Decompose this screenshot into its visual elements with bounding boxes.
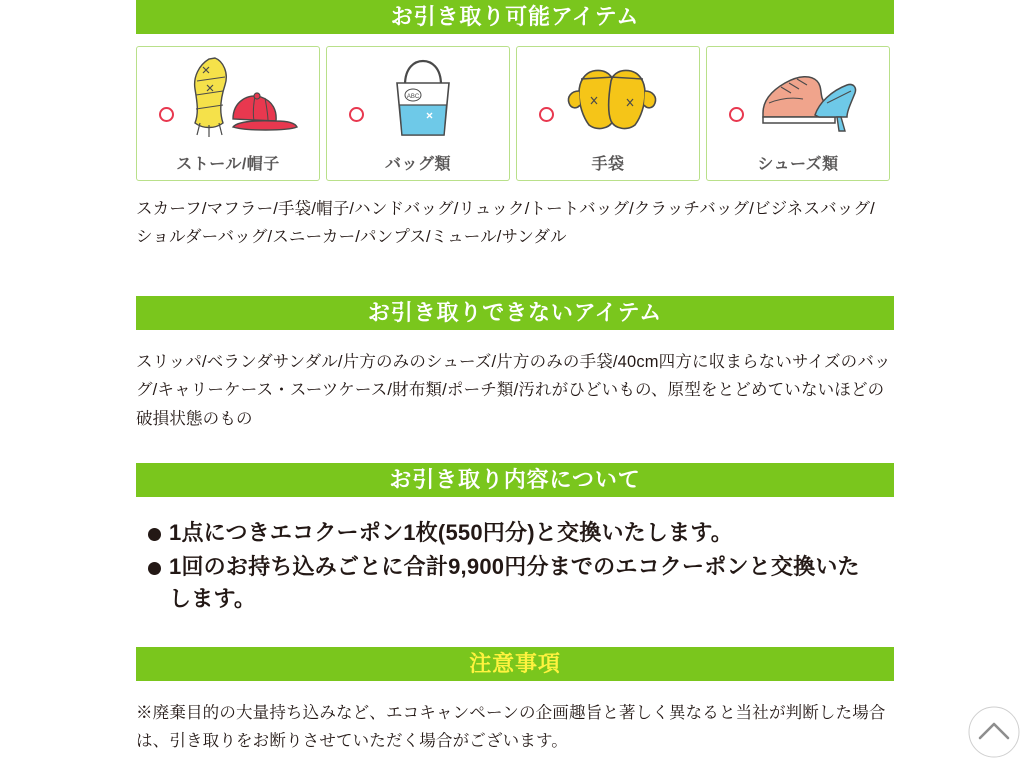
- svg-text:ABC: ABC: [406, 94, 420, 100]
- unacceptable-items-description: スリッパ/ベランダサンダル/片方のみのシューズ/片方のみの手袋/40cm四方に収まらないサイズのバッグ/キャリーケース・スーツケース/財布類/ポーチ類/汚れがひどいもの、原型をとどめていないほどの破損状態のもの: [136, 352, 891, 428]
- item-radio-scarf-hat[interactable]: [159, 107, 174, 122]
- spacer: [136, 617, 894, 647]
- item-card-gloves[interactable]: [516, 46, 700, 181]
- item-radio-shoes[interactable]: [729, 107, 744, 122]
- unacceptable-items-heading: お引き取りできないアイテム: [136, 296, 894, 330]
- item-card-shoes[interactable]: [706, 46, 890, 181]
- content-column: [136, 0, 894, 755]
- item-card-bags[interactable]: [326, 46, 510, 181]
- notes-text: ※廃棄目的の大量持ち込みなど、エコキャンペーンの企画趣旨と著しく異なると当社が判断した場合は、引き取りをお断りさせていただく場合がございます。: [136, 703, 886, 750]
- chevron-up-icon: [968, 706, 1020, 758]
- acceptable-items-heading: お引き取り可能アイテム: [136, 0, 894, 34]
- item-radio-bags[interactable]: [349, 107, 364, 122]
- list-item-text: 1回のお持ち込みごとに合計9,900円分までのエコクーポンと交換いたします。: [169, 553, 860, 611]
- shoes-illustration: [707, 51, 889, 143]
- notes-heading: 注意事項: [136, 647, 894, 681]
- list-item: [148, 551, 894, 615]
- tote-bag-illustration: [327, 51, 509, 143]
- item-radio-gloves[interactable]: [539, 107, 554, 122]
- acceptable-items-description: スカーフ/マフラー/手袋/帽子/ハンドバッグ/リュック/トートバッグ/クラッチバッグ/ビジネスバッグ/ショルダーバッグ/スニーカー/パンプス/ミュール/サンダル: [136, 200, 875, 247]
- item-card-scarf-hat[interactable]: [136, 46, 320, 181]
- bullet-dot-icon: [148, 528, 161, 541]
- gloves-illustration: [517, 51, 699, 143]
- acceptable-items-card-grid: [136, 46, 894, 181]
- item-card-label: バッグ類: [385, 156, 451, 173]
- item-card-label: ストール/帽子: [176, 156, 280, 173]
- list-item-text: 1点につきエコクーポン1枚(550円分)と交換いたします。: [169, 519, 734, 545]
- spacer: [136, 252, 894, 296]
- item-card-label: シューズ類: [757, 156, 839, 173]
- item-card-label: 手袋: [591, 156, 625, 173]
- details-bullet-list: [148, 517, 894, 615]
- scroll-to-top-button[interactable]: [968, 706, 1020, 758]
- scarf-hat-illustration: [137, 51, 319, 143]
- details-heading: お引き取り内容について: [136, 463, 894, 497]
- bullet-dot-icon: [148, 562, 161, 575]
- spacer: [136, 433, 894, 463]
- list-item: [148, 517, 894, 549]
